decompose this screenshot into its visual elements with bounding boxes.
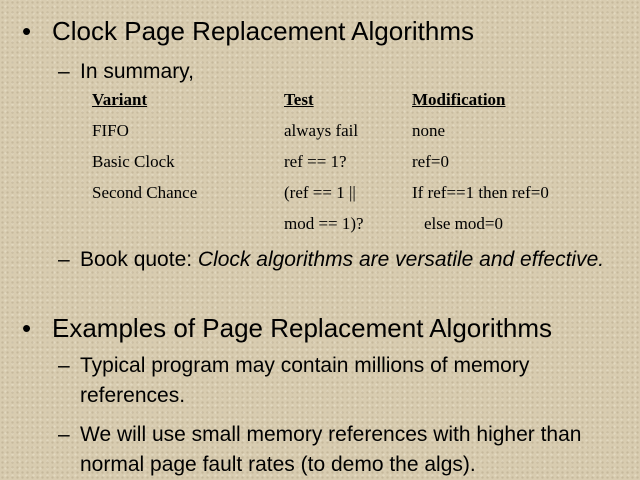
test-cell: ref == 1? bbox=[284, 152, 347, 171]
dash-icon: – bbox=[58, 423, 70, 446]
quote-text: Clock algorithms are versatile and effective. bbox=[197, 248, 605, 271]
dash-icon: – bbox=[58, 60, 70, 83]
test-cell: mod == 1)? bbox=[284, 214, 364, 233]
modification-cell: ref=0 bbox=[412, 152, 449, 171]
header-modification: Modification bbox=[412, 90, 506, 109]
modification-cell: If ref==1 then ref=0 bbox=[412, 183, 549, 202]
test-cell: (ref == 1 || bbox=[284, 183, 356, 202]
variant-cell: Second Chance bbox=[92, 183, 198, 202]
header-variant: Variant bbox=[92, 90, 148, 109]
sub-item-summary bbox=[58, 57, 618, 87]
bullet-icon: • bbox=[22, 313, 32, 343]
bullet-item-clock-algorithms bbox=[22, 16, 474, 46]
sub-item-text: Typical program may contain millions of memory references. bbox=[80, 354, 530, 407]
test-cell: always fail bbox=[284, 121, 359, 140]
quote-prefix: Book quote: bbox=[80, 248, 198, 271]
sub-item-book-quote bbox=[58, 245, 618, 275]
sub-item-small-memory bbox=[58, 420, 618, 480]
summary-intro: In summary, bbox=[80, 60, 194, 83]
bullet-icon: • bbox=[22, 16, 32, 46]
dash-icon: – bbox=[58, 248, 70, 271]
modification-cell: none bbox=[412, 121, 446, 140]
header-test: Test bbox=[284, 90, 314, 109]
heading-clock-algorithms: Clock Page Replacement Algorithms bbox=[52, 16, 474, 46]
dash-icon: – bbox=[58, 354, 70, 377]
sub-item-text: We will use small memory references with higher than normal page fault rates (to demo the algs). bbox=[80, 423, 582, 476]
sub-item-typical-program bbox=[58, 351, 618, 411]
variant-cell: Basic Clock bbox=[92, 152, 175, 171]
variant-cell: FIFO bbox=[92, 121, 129, 140]
book-quote bbox=[58, 245, 618, 275]
modification-cell: else mod=0 bbox=[424, 214, 503, 233]
heading-examples: Examples of Page Replacement Algorithms bbox=[52, 313, 553, 343]
bullet-item-examples bbox=[22, 313, 552, 343]
